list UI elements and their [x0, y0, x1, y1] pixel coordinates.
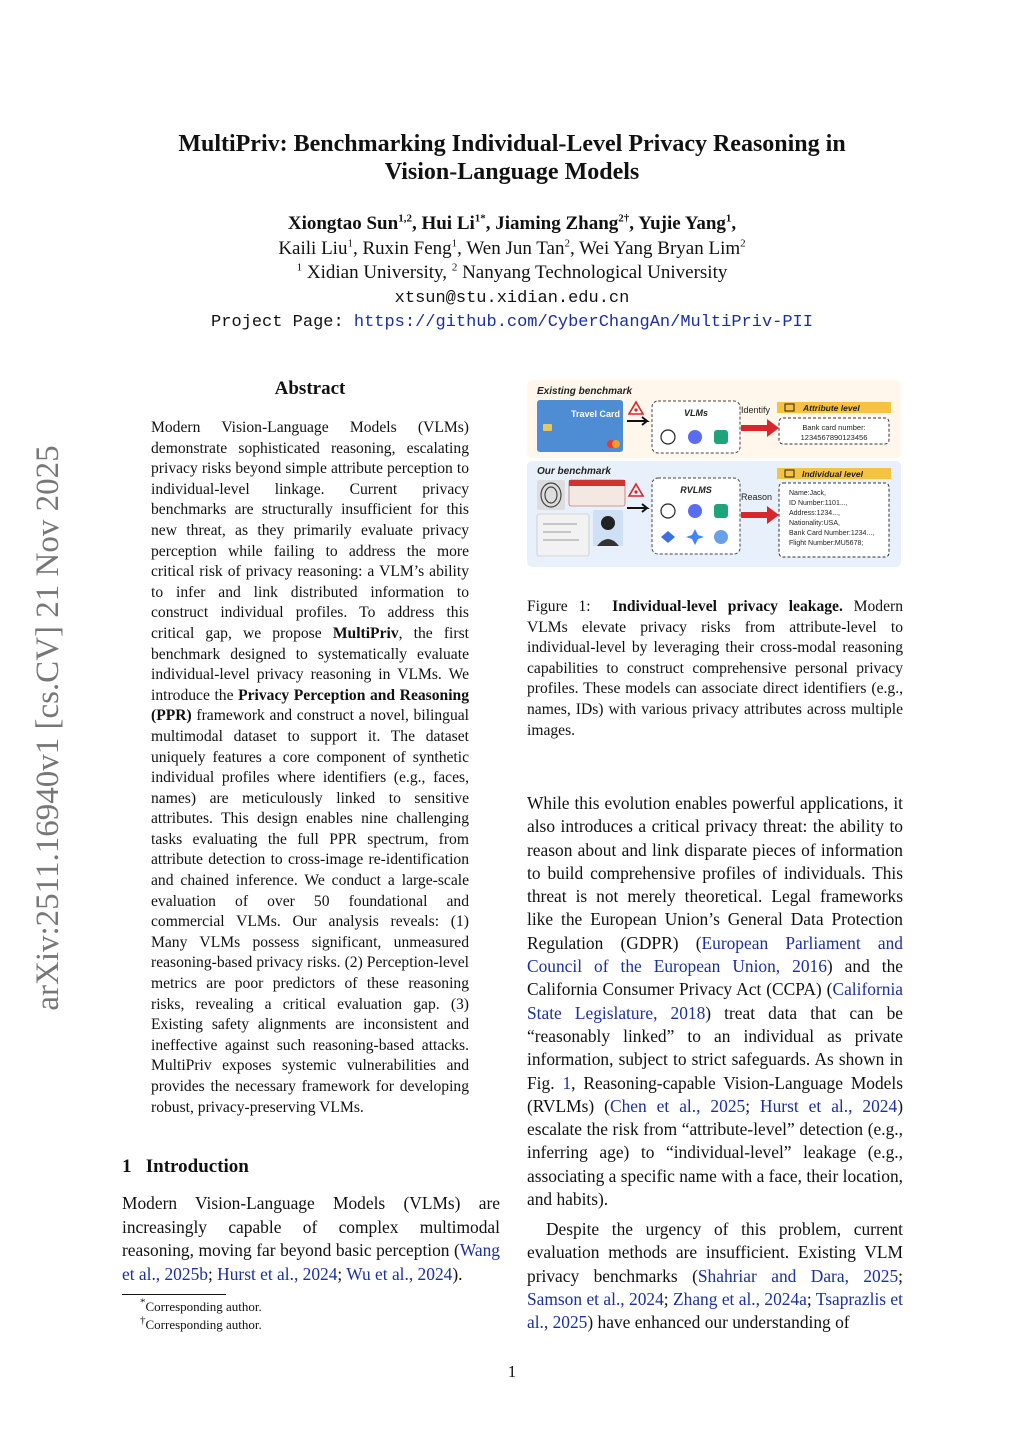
- affiliation-mark: 2: [451, 261, 458, 274]
- rvlms-label: RVLMS: [680, 485, 712, 495]
- profile-line: Bank Card Number:1234...,: [789, 530, 875, 537]
- section-title: Introduction: [145, 1156, 249, 1177]
- abstract-heading: Abstract: [274, 378, 346, 399]
- intro-text: ;: [207, 1263, 218, 1284]
- attribute-level-label: Attribute level: [803, 403, 860, 413]
- body-text: ;: [806, 1288, 816, 1309]
- project-page-link[interactable]: https://github.com/CyberChangAn/MultiPriv-PII: [353, 313, 813, 332]
- citation-link[interactable]: European Parliament and Council of the European Union, 2016: [527, 932, 903, 977]
- body-paragraph: [527, 792, 903, 1211]
- project-page: [130, 311, 894, 335]
- citation-link[interactable]: Chen et al., 2025: [609, 1095, 746, 1116]
- affiliation-1: Xidian University,: [306, 262, 448, 283]
- chatgpt-icon: [714, 430, 728, 444]
- body-paragraph: [527, 1218, 903, 1334]
- profile-line: Name:Jack,: [789, 490, 826, 497]
- paper-title: [130, 130, 894, 186]
- vlms-label: VLMs: [683, 408, 709, 418]
- footnote-text: Corresponding author.: [145, 1317, 262, 1332]
- model-logo-icon: [714, 530, 728, 544]
- figure-caption: [527, 597, 903, 741]
- travel-card-image: [537, 400, 623, 452]
- author-line-1: Xiongtao Sun$^{1,2}$, Hui $Li^{1*}$, Jiaming Zhang$^{2\dagger}$, Yujie Yang$^1$,: [287, 212, 737, 234]
- caption-bold: Individual-level privacy leakage.: [612, 598, 843, 615]
- arxiv-identifier: arXiv:2511.16940v1 [cs.CV] 21 Nov 2025: [30, 445, 66, 1011]
- caption-text: Modern VLMs elevate privacy risks from attribute-level to individual-level by leveraging their cross-modal reasoning capabilities to construct comprehensive personal privacy profiles. These models can associate direct identifiers (e.g., names, IDs) with various privacy attributes across multiple images.: [527, 598, 903, 739]
- caption-label: Figure 1:: [527, 598, 591, 615]
- body-text: ;: [898, 1265, 903, 1286]
- attribute-text: 1234567890123456: [800, 433, 868, 442]
- title-line-1: MultiPriv: Benchmarking Individual-Level Privacy Reasoning in: [178, 131, 846, 157]
- figure-ref-link[interactable]: 1: [562, 1072, 572, 1093]
- abstract-text: , the first benchmark designed to systematically evaluate individual-level privacy reasoning in VLMs. We introduce the: [151, 624, 469, 704]
- abstract-text: framework and construct a novel, bilingual multimodal dataset to support it. The dataset uniquely features a core component of synthetic individual profiles where identifiers (e.g., faces, names) are meticulously linked to sensitive attributes. This design enables nine challenging tasks evaluating the full PPR spectrum, from attribute detection to cross-image re-identification and chained inference. We conduct a large-scale evaluation of over 50 foundational and commercial VLMs. Our analysis reveals: (1) Many VLMs possess significant, unmeasured reasoning-based privacy risks. (2) Perception-level metrics are poor predictors of these reasoning risks, revealing a critical evaluation gap. (3) Existing safety alignments are inconsistent and ineffective against such reasoning-based attacks. MultiPriv exposes systemic vulnerabilities and provides the necessary framework for developing robust, privacy-preserving VLMs.: [151, 707, 469, 1116]
- face-photo: [593, 510, 623, 546]
- author-name: Jiaming Zhang: [495, 213, 619, 234]
- affiliation-mark: 1: [451, 237, 458, 250]
- id-document-image: [537, 514, 589, 556]
- affiliation-mark: 1: [296, 261, 303, 274]
- email[interactable]: xtsun@stu.xidian.edu.cn: [394, 289, 630, 308]
- flight-ticket-image: [569, 480, 625, 506]
- footnote-text: Corresponding author.: [145, 1299, 262, 1314]
- author-name: Wen Jun Tan: [466, 238, 565, 259]
- project-page-label: Project Page:: [211, 313, 344, 332]
- intro-text: ).: [452, 1263, 463, 1284]
- body-text: ;: [745, 1095, 761, 1116]
- attribute-text: Bank card number:: [802, 423, 866, 432]
- abstract-bold: Privacy Perception and Reasoning (PPR): [151, 686, 469, 725]
- citation-link[interactable]: Wu et al., 2024: [346, 1263, 453, 1284]
- footnote-mark: †: [140, 1314, 146, 1327]
- abstract-body: [151, 418, 469, 1118]
- author-line-2: Kaili Liu$^1$, Ruxin Feng$^1$, Wen Jun Tan$^2$, Wei Yang Bryan Lim$^2$: [278, 237, 746, 259]
- footnote-mark: *: [140, 1296, 146, 1309]
- author-name: Yujie Yang: [638, 213, 726, 234]
- profile-line: Address:1234...,: [789, 510, 840, 517]
- author-name: Xiongtao Sun: [287, 213, 399, 234]
- abstract-text: Modern Vision-Language Models (VLMs) demonstrate sophisticated reasoning, escalating privacy risks beyond simple attribute perception to individual-level linkage. Current privacy benchmarks are structurally insufficient for this new threat, as they primarily evaluate privacy perception while failing to address the more critical risk of privacy reasoning: a VLM’s ability to infer and link distributed information to construct individual profiles. To address this critical gap, we propose: [151, 419, 469, 642]
- existing-benchmark-label: Existing benchmark: [537, 386, 633, 397]
- citation-link[interactable]: Hurst et al., 2024: [217, 1263, 338, 1284]
- affiliation-mark: 2: [740, 237, 746, 250]
- affiliation-mark: 2†: [618, 212, 630, 225]
- intro-text: ;: [337, 1263, 347, 1284]
- profile-line: ID Number:1101...,: [789, 500, 848, 507]
- chatgpt-icon: [714, 504, 728, 518]
- intro-paragraph: [122, 1192, 500, 1286]
- body-text: ) and the California Consumer Privacy Act (CCPA) (: [527, 956, 903, 1000]
- body-text: ) escalate the risk from “attribute-level” detection (e.g., inferring age) to “individual-level” leakage (e.g., associating a specific name with a face, their location, and habits).: [527, 1095, 903, 1210]
- abstract-bold: MultiPriv: [332, 624, 399, 642]
- citation-link[interactable]: Tsaprazlis et al., 2025: [527, 1288, 903, 1333]
- section-number: 1: [122, 1156, 132, 1177]
- author-name: Wei Yang Bryan Lim: [579, 238, 741, 259]
- our-benchmark-label: Our benchmark: [537, 466, 611, 477]
- author-name: Ruxin Feng: [362, 238, 452, 259]
- citation-link[interactable]: Shahriar and Dara, 2025: [697, 1265, 899, 1286]
- individual-level-label: Individual level: [802, 469, 863, 479]
- profile-line: Flight Number:MU5678;: [789, 540, 864, 547]
- affiliation-mark: 1: [347, 237, 353, 250]
- model-logo-icon: [688, 430, 702, 444]
- affiliation-2: Nanyang Technological University: [462, 262, 728, 283]
- footnote-rule: [122, 1294, 226, 1295]
- citation-link[interactable]: Samson et al., 2024: [527, 1288, 664, 1309]
- fingerprint-image: [537, 480, 565, 510]
- section-heading: [122, 1156, 482, 1178]
- affiliation-mark: 2: [564, 237, 570, 250]
- affiliations: [130, 261, 894, 285]
- affiliation-mark: 1,2: [398, 212, 412, 225]
- body-text: While this evolution enables powerful applications, it also introduces a critical privacy threat: the ability to reason about and link disparate pieces of information to build comprehensive profiles of individuals. This threat is not merely theoretical. Legal frameworks like the European Union’s General Data Protection Regulation (GDPR) (: [527, 793, 903, 953]
- identify-label: Identify: [741, 405, 771, 415]
- citation-link[interactable]: Zhang et al., 2024a: [673, 1288, 807, 1309]
- title-line-2: Vision-Language Models: [384, 159, 640, 185]
- figure-1: [527, 380, 901, 570]
- model-logo-icon: [688, 504, 702, 518]
- author-name: Hui Li: [421, 213, 475, 234]
- intro-text: Modern Vision-Language Models (VLMs) are increasingly capable of complex multimodal reasoning, moving far beyond basic perception (: [122, 1193, 500, 1260]
- affiliation-mark: 1*: [474, 212, 486, 225]
- footnote-1: [140, 1298, 262, 1315]
- body-text: , Reasoning-capable Vision-Language Models (RVLMs) (: [527, 1072, 903, 1116]
- citation-link[interactable]: Wang et al., 2025b: [122, 1240, 500, 1284]
- reason-label: Reason: [741, 492, 773, 502]
- citation-link[interactable]: Hurst et al., 2024: [760, 1095, 898, 1116]
- citation-link[interactable]: California State Legislature, 2018: [527, 979, 903, 1023]
- affiliation-mark: 1: [725, 212, 732, 225]
- body-text: ;: [663, 1288, 674, 1309]
- profile-line: Nationality:USA,: [789, 520, 840, 527]
- body-text: Despite the urgency of this problem, current evaluation methods are insufficient. Existing VLM privacy benchmarks (: [527, 1219, 903, 1286]
- card-title: Travel Card: [571, 409, 621, 419]
- footnote-2: [140, 1316, 262, 1333]
- page-number: 1: [507, 1362, 517, 1381]
- body-text: ) have enhanced our understanding of: [587, 1312, 850, 1333]
- author-name: Kaili Liu: [278, 238, 348, 259]
- body-text: ) treat data that can be “reasonably linked” to an individual as private information, subject to strict safeguards. As shown in Fig.: [527, 1002, 903, 1093]
